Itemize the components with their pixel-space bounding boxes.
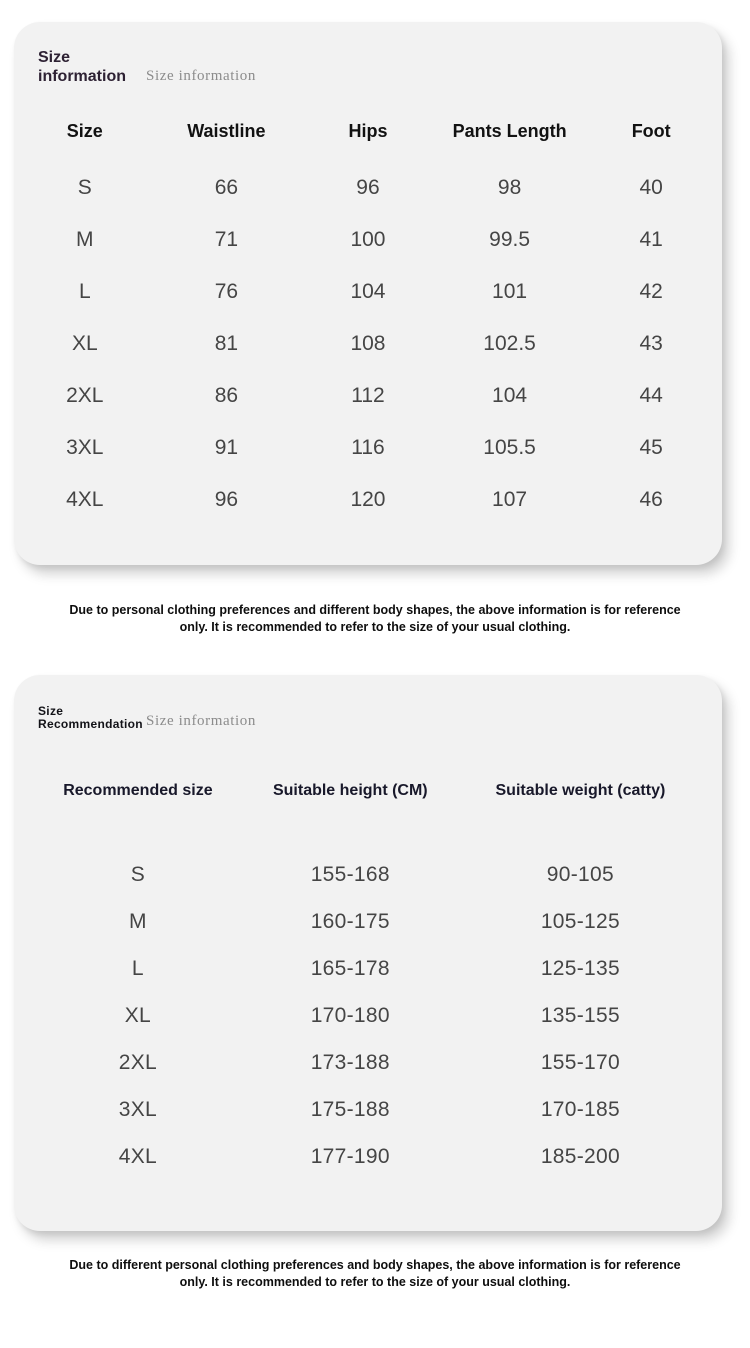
table-cell: 2XL (66, 384, 104, 407)
table-cell: 160-175 (310, 909, 390, 933)
table-cell: 42 (639, 280, 663, 303)
table-row (14, 1039, 722, 1086)
table-cell: 173-188 (310, 1050, 390, 1074)
table-cell: XL (71, 332, 98, 355)
table-cell: 100 (350, 228, 386, 251)
table-cell: 105.5 (483, 436, 536, 459)
table-cell: 135-155 (540, 1003, 620, 1027)
table-cell: 4XL (118, 1144, 158, 1168)
table-cell: L (78, 280, 91, 303)
table-cell: 45 (639, 436, 663, 459)
table-cell: 81 (214, 332, 239, 355)
table-cell: 91 (214, 436, 239, 459)
column-header: Hips (348, 121, 388, 141)
table-header-row (14, 120, 722, 162)
table-cell: 101 (492, 280, 528, 303)
table-cell: 112 (351, 384, 385, 407)
table-row (14, 214, 722, 266)
table-cell: 2XL (118, 1050, 158, 1074)
table-cell: 40 (639, 176, 663, 199)
watermark-size-recommendation: Size information (146, 713, 256, 729)
table-header-row (14, 781, 722, 851)
table-cell: XL (124, 1003, 152, 1027)
table-cell: 3XL (66, 436, 104, 459)
table-cell: 165-178 (310, 956, 390, 980)
table-row (14, 162, 722, 214)
column-header: Recommended size (63, 782, 213, 799)
size-information-disclaimer: Due to personal clothing preferences and different body shapes, the above information is for reference only. It is recommended to refer to the size of your usual clothing. (69, 603, 681, 634)
table-row (14, 1086, 722, 1133)
table-cell: 3XL (118, 1097, 158, 1121)
table-cell: 116 (351, 436, 385, 459)
table-cell: S (130, 862, 146, 886)
table-cell: 86 (214, 384, 239, 407)
size-recommendation-header (14, 705, 722, 731)
table-cell: 76 (214, 280, 239, 303)
size-recommendation-card (14, 675, 722, 1231)
table-cell: 108 (350, 332, 386, 355)
table-cell: 44 (639, 384, 663, 407)
table-row (14, 898, 722, 945)
section-title-size-information: Size information (38, 49, 126, 85)
table-cell: 66 (214, 176, 239, 199)
table-row (14, 851, 722, 898)
table-row (14, 370, 722, 422)
table-cell: L (131, 956, 144, 980)
table-cell: 98 (497, 176, 522, 199)
table-cell: 43 (639, 332, 663, 355)
table-cell: 125-135 (540, 956, 620, 980)
column-header: Size (66, 121, 103, 141)
table-cell: S (77, 176, 92, 199)
table-cell: 96 (214, 488, 239, 511)
size-information-card (14, 22, 722, 565)
column-header: Foot (631, 121, 671, 141)
table-cell: 177-190 (310, 1144, 390, 1168)
size-recommendation-table (14, 781, 722, 1180)
table-cell: 170-185 (540, 1097, 620, 1121)
table-cell: 175-188 (310, 1097, 390, 1121)
size-information-table (14, 120, 722, 526)
table-cell: 155-168 (310, 862, 390, 886)
table-cell: 46 (639, 488, 663, 511)
table-row (14, 992, 722, 1039)
table-cell: 4XL (66, 488, 104, 511)
table-cell: 71 (214, 228, 239, 251)
table-row (14, 318, 722, 370)
section-title-size-recommendation: Size Recommendation (38, 704, 143, 731)
column-header: Pants Length (452, 121, 567, 141)
column-header: Suitable weight (catty) (495, 782, 666, 799)
table-cell: 107 (492, 488, 528, 511)
table-cell: 185-200 (540, 1144, 620, 1168)
table-row (14, 422, 722, 474)
size-information-header (14, 48, 722, 86)
size-recommendation-disclaimer: Due to different personal clothing preferences and body shapes, the above information is for reference only. It is recommended to refer to the size of your usual clothing. (69, 1258, 681, 1289)
table-cell: M (76, 228, 94, 251)
table-cell: 120 (350, 488, 386, 511)
table-cell: 155-170 (540, 1050, 620, 1074)
column-header: Suitable height (CM) (272, 782, 428, 799)
table-cell: 102.5 (483, 332, 536, 355)
table-cell: 99.5 (489, 228, 531, 251)
table-cell: M (129, 909, 147, 933)
table-cell: 90-105 (546, 862, 614, 886)
watermark-size-information: Size information (146, 68, 256, 84)
table-cell: 105-125 (540, 909, 620, 933)
table-cell: 170-180 (310, 1003, 390, 1027)
table-row (14, 474, 722, 526)
table-cell: 104 (350, 280, 386, 303)
table-row (14, 945, 722, 992)
table-row (14, 1133, 722, 1180)
column-header: Waistline (187, 121, 266, 141)
table-row (14, 266, 722, 318)
table-cell: 96 (356, 176, 380, 199)
table-cell: 41 (639, 228, 663, 251)
table-cell: 104 (492, 384, 528, 407)
